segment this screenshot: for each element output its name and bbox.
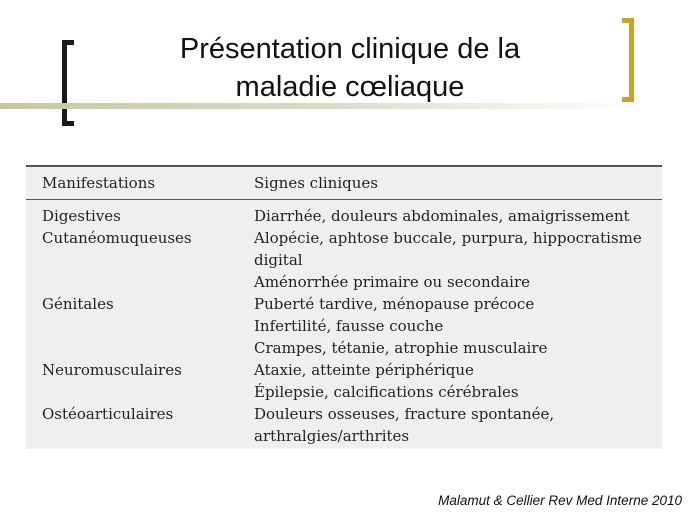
slide-title-line-1: Présentation clinique de la xyxy=(179,33,521,65)
signe-line: Infertilité, fausse couche xyxy=(254,317,444,335)
slide-title xyxy=(90,30,610,106)
header-manifestations: Manifestations xyxy=(42,174,156,192)
signe-line: Alopécie, aphtose buccale, purpura, hippocratisme xyxy=(254,229,642,247)
left-bracket-decoration xyxy=(62,40,74,126)
manifestation-genitales: Génitales xyxy=(42,295,114,313)
header-signes-cliniques: Signes cliniques xyxy=(254,174,378,192)
manifestation-osteoarticulaires: Ostéoarticulaires xyxy=(42,405,174,423)
manifestation-cutaneomuqueuses: Cutanéomuqueuses xyxy=(42,229,192,247)
signe-line: Diarrhée, douleurs abdominales, amaigrissement xyxy=(254,207,630,225)
signe-line: arthralgies/arthrites xyxy=(254,427,410,445)
signe-line: Douleurs osseuses, fracture spontanée, xyxy=(254,405,555,423)
manifestation-digestives: Digestives xyxy=(42,207,121,225)
signe-line: digital xyxy=(254,251,303,269)
signe-line: Aménorrhée primaire ou secondaire xyxy=(254,273,531,291)
manifestation-neuromusculaires: Neuromusculaires xyxy=(42,361,182,379)
citation-reference: Malamut & Cellier Rev Med Interne 2010 xyxy=(438,493,682,508)
table-top-rule xyxy=(26,165,662,167)
slide-title-line-2: maladie cœliaque xyxy=(235,71,465,103)
signe-line: Puberté tardive, ménopause précoce xyxy=(254,295,535,313)
table-header-rule xyxy=(26,199,662,200)
signe-line: Ataxie, atteinte périphérique xyxy=(254,361,474,379)
signe-line: Crampes, tétanie, atrophie musculaire xyxy=(254,339,548,357)
signe-line: Épilepsie, calcifications cérébrales xyxy=(254,383,519,401)
right-bracket-decoration xyxy=(622,18,634,102)
clinical-table xyxy=(26,165,662,449)
